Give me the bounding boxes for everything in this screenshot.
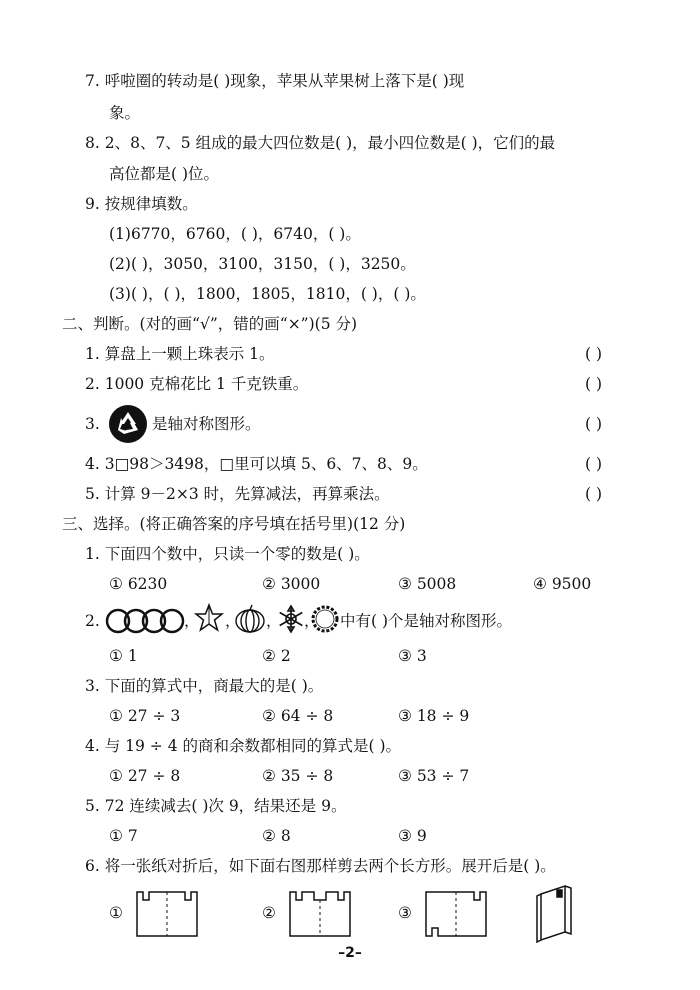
q9-line3: (3)( )，( )，1800，1805，1810，( )，( )。	[109, 285, 426, 303]
olympic-rings-icon	[106, 607, 184, 635]
judge-answer-4[interactable]: ( )	[585, 455, 603, 473]
choice-q2-option-1: ① 1	[109, 647, 138, 665]
choice-q4-option-2: ② 35 ÷ 8	[262, 767, 334, 785]
choice-q5-option-3: ③ 9	[398, 827, 427, 845]
q9-line2: (2)( )，3050，3100，3150，( )，3250。	[109, 255, 416, 273]
page-number: –2–	[338, 945, 362, 961]
choice-q3-option-1: ① 27 ÷ 3	[109, 707, 181, 725]
choice-q2-stem: 中有( )个是轴对称图形。	[340, 612, 513, 630]
choice-q1-option-1: ① 6230	[109, 575, 168, 593]
choice-q6-label-1: ①	[109, 904, 123, 922]
judge-item-2: 2. 1000 克棉花比 1 千克铁重。	[85, 375, 309, 393]
choice-q3-option-3: ③ 18 ÷ 9	[398, 707, 470, 725]
choice-q1-option-2: ② 3000	[262, 575, 321, 593]
choice-q1-option-3: ③ 5008	[398, 575, 457, 593]
choice-q4-option-1: ① 27 ÷ 8	[109, 767, 181, 785]
judge-item-1: 1. 算盘上一颗上珠表示 1。	[85, 345, 275, 363]
choice-q1-stem: 1. 下面四个数中，只读一个零的数是( )。	[85, 545, 370, 563]
choice-q6-label-2: ②	[262, 904, 276, 922]
choice-q2-sep4: ，	[304, 612, 320, 630]
unfolded-paper-option-3	[424, 890, 488, 938]
choice-q4-stem: 4. 与 19 ÷ 4 的商和余数都相同的算式是( )。	[85, 737, 402, 755]
choice-q1-option-4: ④ 9500	[533, 575, 592, 593]
choice-q2-number: 2.	[85, 612, 100, 630]
folded-paper-diagram	[535, 884, 575, 944]
choice-q3-option-2: ② 64 ÷ 8	[262, 707, 334, 725]
judge-item-5: 5. 计算 9－2×3 时，先算减法，再算乘法。	[85, 485, 390, 503]
judge-item-3: 是轴对称图形。	[152, 415, 261, 433]
judge-answer-2[interactable]: ( )	[585, 375, 603, 393]
choice-q5-stem: 5. 72 连续减去( )次 9，结果还是 9。	[85, 797, 347, 815]
choice-q2-option-3: ③ 3	[398, 647, 427, 665]
q9-line1: (1)6770，6760，( )，6740，( )。	[109, 225, 361, 243]
section3-title: 三、选择。(将正确答案的序号填在括号里)(12 分)	[62, 515, 406, 533]
scalloped-circle-icon	[311, 605, 339, 633]
judge-item-3-number: 3.	[85, 415, 100, 433]
judge-answer-5[interactable]: ( )	[585, 485, 603, 503]
choice-q2-sep2: ，	[225, 612, 241, 630]
pumpkin-icon	[234, 604, 266, 634]
q7-line2: 象。	[109, 104, 141, 122]
unfolded-paper-option-1	[135, 890, 199, 938]
recycle-symbol-icon	[108, 404, 148, 444]
q9-title: 9. 按规律填数。	[85, 195, 198, 213]
q7-line1: 7. 呼啦圈的转动是( )现象，苹果从苹果树上落下是( )现	[85, 72, 465, 90]
unfolded-paper-option-2	[288, 890, 352, 938]
choice-q5-option-1: ① 7	[109, 827, 138, 845]
judge-item-4: 4. 3□98＞3498，□里可以填 5、6、7、8、9。	[85, 455, 428, 473]
star-icon	[194, 603, 224, 633]
section2-title: 二、判断。(对的画“√”，错的画“×”)(5 分)	[62, 315, 358, 333]
judge-answer-1[interactable]: ( )	[585, 345, 603, 363]
q8-line2: 高位都是( )位。	[109, 165, 220, 183]
choice-q6-stem: 6. 将一张纸对折后，如下面右图那样剪去两个长方形。展开后是( )。	[85, 857, 556, 875]
choice-q2-sep3: ，	[266, 612, 282, 630]
choice-q5-option-2: ② 8	[262, 827, 291, 845]
q8-line1: 8. 2、8、7、5 组成的最大四位数是( )，最小四位数是( )，它们的最	[85, 134, 556, 152]
judge-answer-3[interactable]: ( )	[585, 415, 603, 433]
choice-q2-option-2: ② 2	[262, 647, 291, 665]
choice-q4-option-3: ③ 53 ÷ 7	[398, 767, 470, 785]
choice-q3-stem: 3. 下面的算式中，商最大的是( )。	[85, 677, 324, 695]
choice-q2-sep1: ，	[184, 612, 200, 630]
snowflake-icon	[276, 604, 306, 634]
choice-q6-label-3: ③	[398, 904, 412, 922]
